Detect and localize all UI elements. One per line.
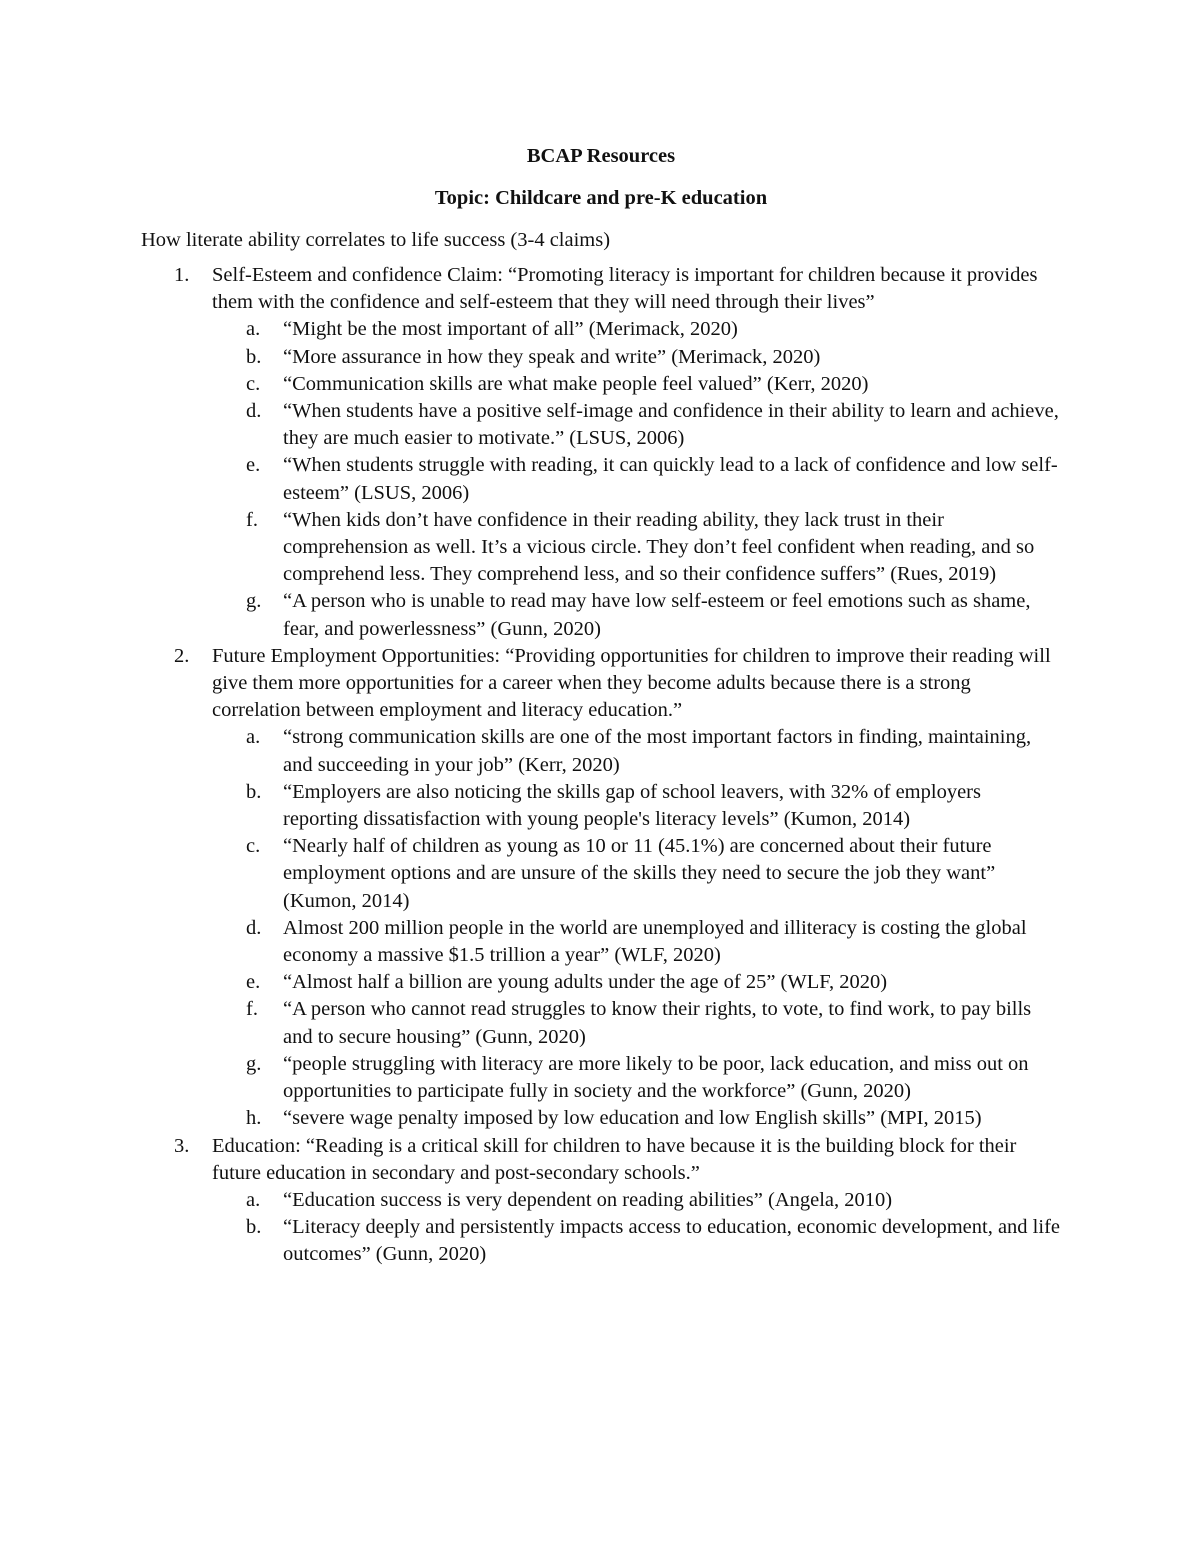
quote-letter: c.	[246, 835, 261, 858]
quote-letter: h.	[246, 1107, 262, 1130]
quote-text: “Nearly half of children as young as 10 or 11 (45.1%) are concerned about their future employment options and are unsure of the skills they need to secure the job they want” (Kumon, 2014)	[283, 835, 996, 912]
quote-text: “Might be the most important of all” (Merimack, 2020)	[283, 318, 738, 341]
quote-item	[212, 996, 1061, 1050]
claim-text: Future Employment Opportunities: “Providing opportunities for children to improve their reading will give them more opportunities for a career when they become adults because there is a strong correlation between employment and literacy education.”	[212, 644, 1051, 722]
quote-list	[212, 316, 1061, 642]
quote-text: “Employers are also noticing the skills gap of school leavers, with 32% of employers reporting dissatisfaction with young people's literacy levels” (Kumon, 2014)	[283, 780, 981, 831]
quote-letter: c.	[246, 372, 261, 395]
quote-text: Almost 200 million people in the world are unemployed and illiteracy is costing the global economy a massive $1.5 trillion a year” (WLF, 2020)	[283, 916, 1027, 967]
quote-text: “More assurance in how they speak and write” (Merimack, 2020)	[283, 345, 821, 368]
quote-text: “Communication skills are what make people feel valued” (Kerr, 2020)	[283, 372, 869, 395]
quote-letter: a.	[246, 726, 261, 749]
quote-letter: f.	[246, 998, 258, 1021]
quote-text: “When kids don’t have confidence in their reading ability, they lack trust in their comprehension as well. It’s a vicious circle. They don’t feel confident when reading, and so comprehend less. They comprehend less, and so their confidence suffers” (Rues, 2019)	[283, 508, 1035, 586]
quote-item	[212, 1105, 1061, 1132]
quote-text: “A person who is unable to read may have low self-esteem or feel emotions such as shame, fear, and powerlessness” (Gunn, 2020)	[283, 590, 1031, 640]
quote-list	[212, 1187, 1061, 1269]
claim-number: 2.	[174, 644, 190, 667]
quote-letter: e.	[246, 454, 261, 477]
quote-item	[212, 344, 1061, 371]
claim-text: Education: “Reading is a critical skill for children to have because it is the building block for their future education in secondary and post-secondary schools.”	[212, 1134, 1017, 1184]
quote-item	[212, 452, 1061, 506]
quote-letter: g.	[246, 590, 262, 613]
claims-list	[141, 262, 1061, 1269]
quote-item	[212, 507, 1061, 589]
quote-letter: a.	[246, 318, 261, 341]
quote-item	[212, 969, 1061, 996]
quote-item	[212, 915, 1061, 969]
quote-item	[212, 1187, 1061, 1214]
intro-line: How literate ability correlates to life success (3-4 claims)	[141, 229, 611, 251]
quote-letter: d.	[246, 916, 262, 939]
quote-item	[212, 833, 1061, 915]
document-body	[141, 140, 1061, 1269]
quote-letter: a.	[246, 1188, 261, 1211]
claim-text: Self-Esteem and confidence Claim: “Promoting literacy is important for children because it provides them with the confidence and self-esteem that they will need through their lives”	[212, 264, 1038, 314]
quote-letter: d.	[246, 400, 262, 423]
claim-number: 1.	[174, 264, 190, 286]
quote-item	[212, 779, 1061, 833]
quote-text: “When students struggle with reading, it can quickly lead to a lack of confidence and low self-esteem” (LSUS, 2006)	[283, 454, 1058, 504]
quote-letter: b.	[246, 780, 262, 803]
quote-text: “Literacy deeply and persistently impacts access to education, economic development, and life outcomes” (Gunn, 2020)	[283, 1216, 1060, 1266]
claim-number: 3.	[174, 1134, 190, 1157]
quote-item	[212, 398, 1061, 452]
quote-letter: b.	[246, 1216, 262, 1239]
claim-item	[141, 1133, 1061, 1269]
quote-item	[212, 724, 1061, 778]
claim-item	[141, 643, 1061, 1133]
quote-item	[212, 1051, 1061, 1105]
quote-letter: f.	[246, 508, 258, 531]
quote-list	[212, 724, 1061, 1132]
quote-text: “Almost half a billion are young adults under the age of 25” (WLF, 2020)	[283, 971, 888, 994]
quote-text: “people struggling with literacy are more likely to be poor, lack education, and miss out on opportunities to participate fully in society and the workforce” (Gunn, 2020)	[283, 1052, 1029, 1103]
quote-text: “When students have a positive self-image and confidence in their ability to learn and achieve, they are much easier to motivate.” (LSUS, 2006)	[283, 400, 1059, 450]
quote-text: “severe wage penalty imposed by low education and low English skills” (MPI, 2015)	[283, 1107, 982, 1130]
document-topic: Topic: Childcare and pre-K education	[434, 187, 768, 209]
claim-item	[141, 262, 1061, 643]
quote-letter: e.	[246, 971, 261, 994]
quote-item	[212, 1214, 1061, 1268]
quote-text: “A person who cannot read struggles to know their rights, to vote, to find work, to pay bills and to secure housing” (Gunn, 2020)	[283, 998, 1032, 1048]
quote-text: “Education success is very dependent on reading abilities” (Angela, 2010)	[283, 1188, 893, 1211]
document-title: BCAP Resources	[526, 145, 676, 167]
quote-text: “strong communication skills are one of the most important factors in finding, maintaining, and succeeding in your job” (Kerr, 2020)	[283, 726, 1032, 776]
quote-letter: g.	[246, 1052, 262, 1075]
quote-item	[212, 371, 1061, 398]
quote-letter: b.	[246, 345, 262, 368]
quote-item	[212, 588, 1061, 642]
quote-item	[212, 316, 1061, 343]
